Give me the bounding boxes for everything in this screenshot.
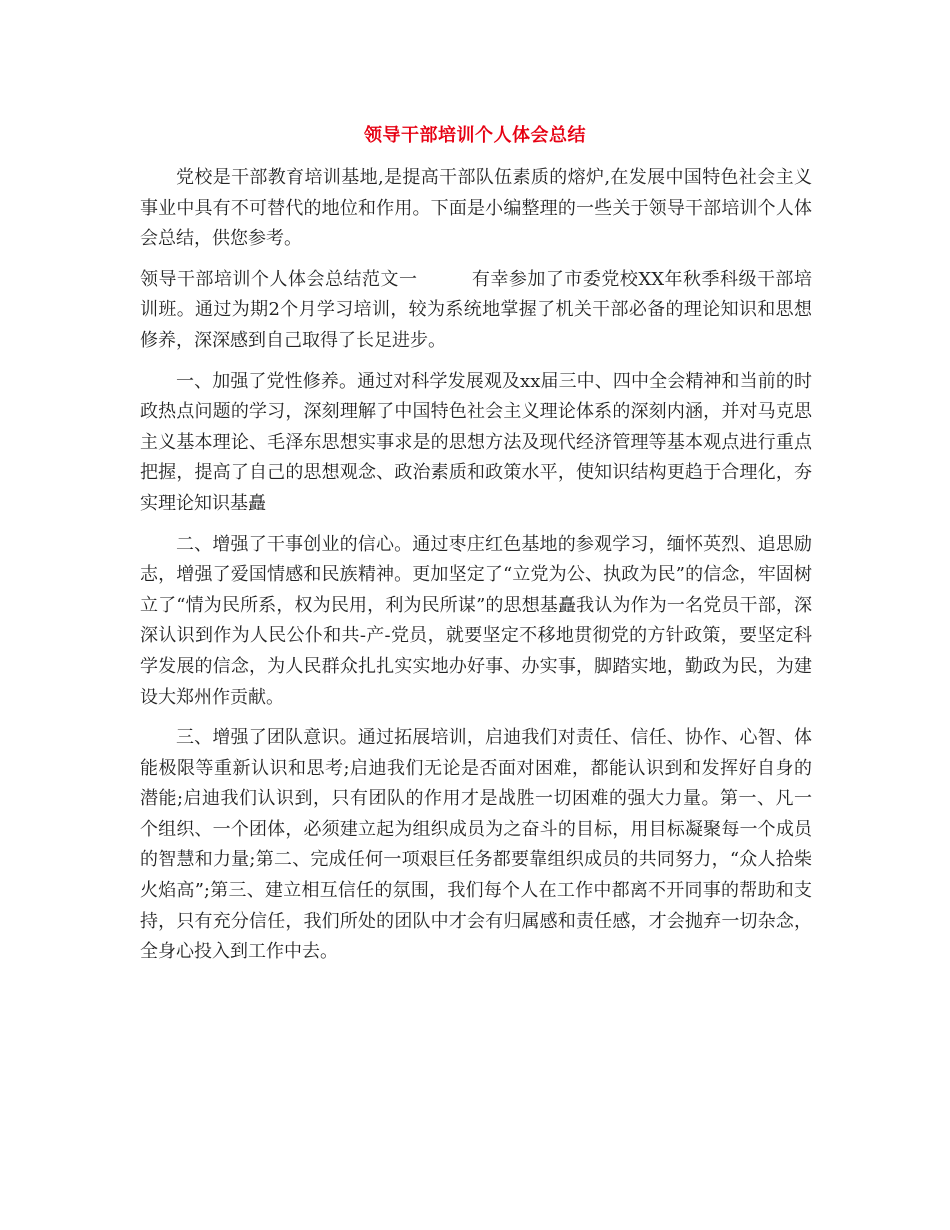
- intro-paragraph: 党校是干部教育培训基地,是提高干部队伍素质的熔炉,在发展中国特色社会主义事业中具有不可替代的地位和作用。下面是小编整理的一些关于领导干部培训个人体会总结，供您参考。: [140, 167, 812, 250]
- point-three-paragraph: 三、增强了团队意识。通过拓展培训，启迪我们对责任、信任、协作、心智、体能极限等重新认识和思考;启迪我们无论是否面对困难，都能认识到和发挥好自身的潜能;启迪我们认识到，只有团队的作用才是战胜一切困难的强大力量。第一、凡一个组织、一个团体，必须建立起为组织成员为之奋斗的目标，用目标凝聚每一个成员的智慧和力量;第二、完成任何一项艰巨任务都要靠组织成员的共同努力，“众人拾柴火焰高”;第三、建立相互信任的氛围，我们每个人在工作中都离不开同事的帮助和支持，只有充分信任，我们所处的团队中才会有归属感和责任感，才会抛弃一切杂念，全身心投入到工作中去。: [140, 727, 812, 963]
- point-two-paragraph: 二、增强了干事创业的信心。通过枣庄红色基地的参观学习，缅怀英烈、追思励志，增强了爱国情感和民族精神。更加坚定了“立党为公、执政为民”的信念，牢固树立了“情为民所系，权为民用，利为民所谋”的思想基矗我认为作为一名党员干部，深深认识到作为人民公仆和共-产-党员，就要坚定不移地贯彻党的方针政策，要坚定科学发展的信念，为人民群众扎扎实实地办好事、办实事，脚踏实地，勤政为民，为建设大郑州作贡献。: [140, 533, 812, 708]
- point-one-paragraph: 一、加强了党性修养。通过对科学发展观及xx届三中、四中全会精神和当前的时政热点问题的学习，深刻理解了中国特色社会主义理论体系的深刻内涵，并对马克思主义基本理论、毛泽东思想实事求是的思想方法及现代经济管理等基本观点进行重点把握，提高了自己的思想观念、政治素质和政策水平，使知识结构更趋于合理化，夯实理论知识基矗: [140, 370, 812, 514]
- document-title: 领导干部培训个人体会总结: [364, 125, 586, 146]
- sample-paragraph: [140, 265, 812, 357]
- document-body: [140, 163, 812, 978]
- sample-heading: 领导干部培训个人体会总结范文一: [140, 268, 418, 290]
- sample-opening: 有幸参加了市委党校XX年秋季科级干部培训班。通过为期2个月学习培训，较为系统地掌握了机关干部必备的理论知识和思想修养，深深感到自己取得了长足进步。: [140, 268, 812, 351]
